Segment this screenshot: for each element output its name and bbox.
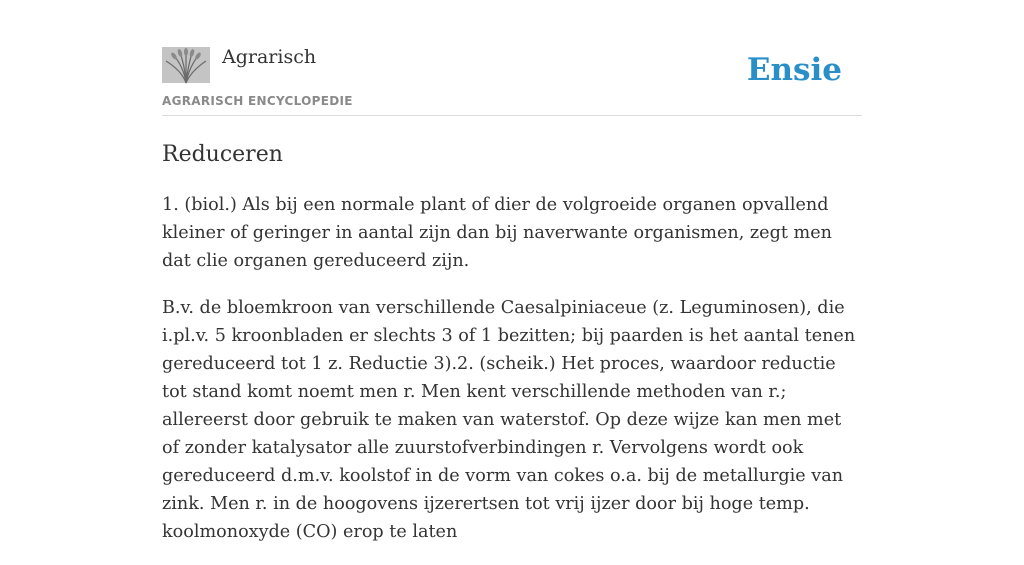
ensie-logo-link[interactable]: Ensie (746, 52, 842, 88)
wheat-sheaf-icon[interactable] (162, 47, 210, 83)
source-subtitle: AGRARISCH ENCYCLOPEDIE (162, 94, 353, 108)
article (162, 140, 862, 565)
article-paragraph: 1. (biol.) Als bij een normale plant of dier de volgroeide organen opvallend kleiner of geringer in aantal zijn dan bij naverwante organismen, zegt men dat clie organen gereduceerd zijn. (162, 195, 832, 271)
article-paragraph: B.v. de bloemkroon van verschillende Caesalpiniaceue (z. Leguminosen), die i.pl.v. 5 kroonbladen er slechts 3 of 1 bezitten; bij paarden is het aantal tenen gereduceerd tot 1 z. Reductie 3).2. (scheik.) Het proces, waardoor reductie tot stand komt noemt men r. Men kent verschillende methoden van r.; allereerst door gebruik te maken van waterstof. Op deze wijze kan men met of zonder katalysator alle zuurstofverbindingen r. Vervolgens wordt ook gereduceerd d.m.v. koolstof in de vorm van cokes o.a. bij de metallurgie van zink. Men r. in de hoogovens ijzerertsen tot vrij ijzer door bij hoge temp. koolmonoxyde (CO) erop te laten (162, 298, 856, 542)
article-title: Reduceren (162, 142, 283, 167)
source-title[interactable]: Agrarisch (222, 46, 317, 68)
site-header (162, 0, 862, 116)
